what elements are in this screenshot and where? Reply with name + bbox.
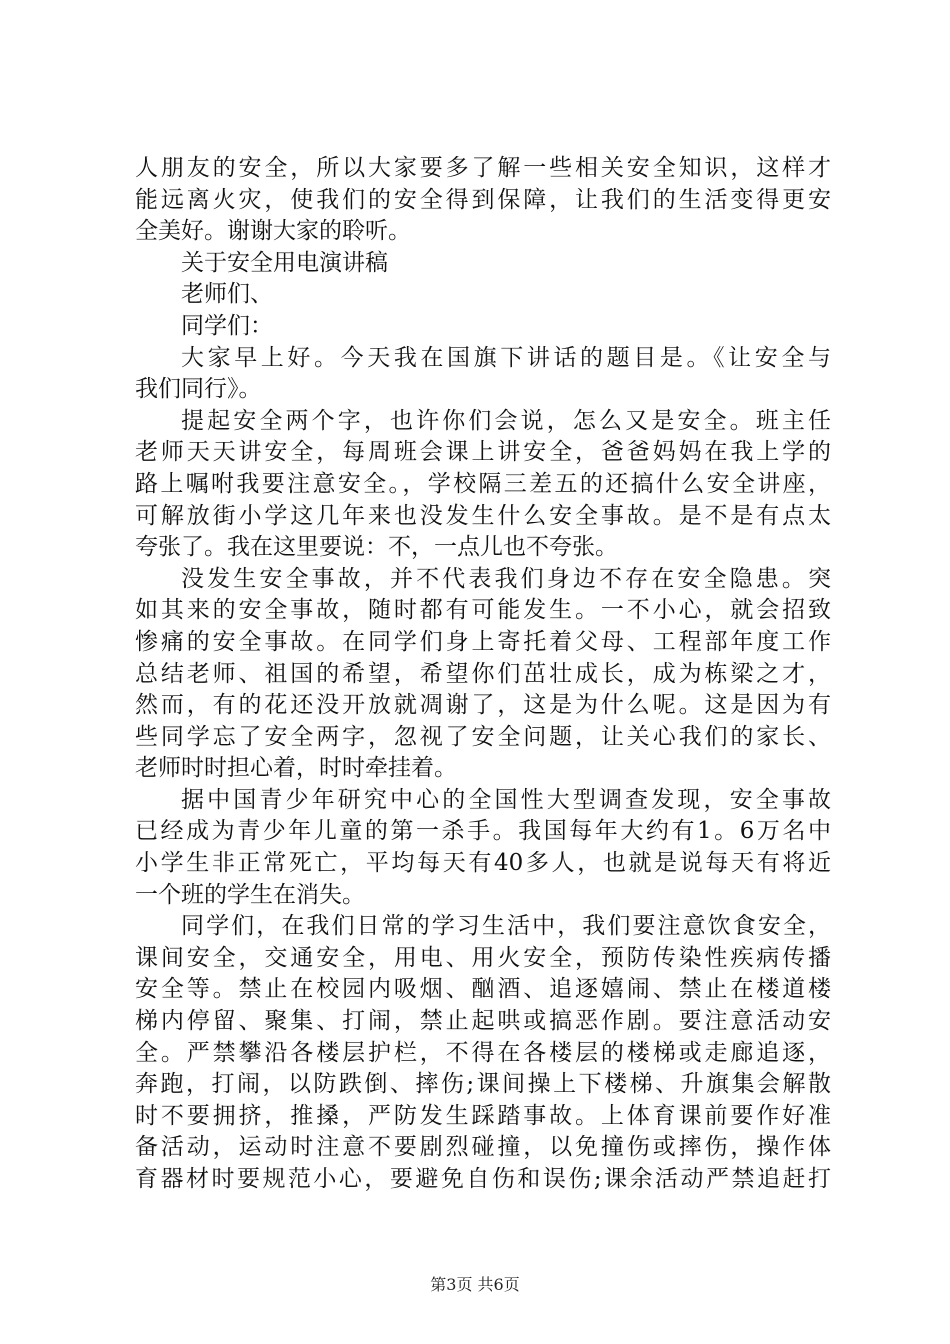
text-line: 可解放街小学这几年来也没发生什么安全事故。是不是有点太 [135, 502, 831, 529]
text-line: 人朋友的安全，所以大家要多了解一些相关安全知识，这样才 [135, 155, 831, 181]
text-line: 育器材时要规范小心，要避免自伤和误伤;课余活动严禁追赶打 [135, 1166, 831, 1192]
text-line: 老师天天讲安全，每周班会课上讲安全，爸爸妈妈在我上学的 [135, 439, 831, 466]
page-footer: 第3页 共6页 [430, 1275, 520, 1294]
text-line: 安全等。禁止在校园内吸烟、酗酒、追逐嬉闹、禁止在楼道楼 [135, 976, 831, 1003]
text-line: 同学们，在我们日常的学习生活中，我们要注意饮食安全， [181, 913, 831, 940]
text-line: 夸张了。我在这里要说：不，一点儿也不夸张。 [135, 534, 618, 561]
text-line: 总结老师、祖国的希望，希望你们茁壮成长，成为栋梁之才， [135, 660, 831, 687]
text-line: 路上嘱咐我要注意安全。，学校隔三差五的还搞什么安全讲座， [135, 470, 831, 497]
text-line: 些同学忘了安全两字，忽视了安全问题，让关心我们的家长、 [135, 723, 831, 750]
text-line: 备活动，运动时注意不要剧烈碰撞，以免撞伤或摔伤，操作体 [135, 1134, 831, 1161]
text-line: 课间安全，交通安全，用电、用火安全，预防传染性疾病传播 [135, 944, 831, 971]
text-line: 时不要拥挤，推搡，严防发生踩踏事故。上体育课前要作好准 [135, 1102, 831, 1129]
text-line: 惨痛的安全事故。在同学们身上寄托着父母、工程部年度工作 [135, 628, 831, 655]
text-line: 全。严禁攀沿各楼层护栏，不得在各楼层的楼梯或走廊追逐， [135, 1039, 831, 1066]
text-line: 老师们、 [181, 281, 273, 308]
text-line: 全美好。谢谢大家的聆听。 [135, 218, 411, 245]
text-line: 然而，有的花还没开放就凋谢了，这是为什么呢。这是因为有 [135, 692, 831, 719]
text-line: 小学生非正常死亡，平均每天有40多人，也就是说每天有将近 [135, 850, 831, 877]
text-line: 奔跑，打闹，以防跌倒、摔伤;课间操上下楼梯、升旗集会解散 [135, 1071, 831, 1098]
text-line: 大家早上好。今天我在国旗下讲话的题目是。《让安全与 [181, 344, 831, 371]
text-line: 老师时时担心着，时时牵挂着。 [135, 755, 457, 782]
text-line: 一个班的学生在消失。 [135, 881, 365, 908]
text-line: 没发生安全事故，并不代表我们身边不存在安全隐患。突 [181, 565, 831, 592]
text-line: 据中国青少年研究中心的全国性大型调查发现，安全事故 [181, 786, 831, 813]
text-line: 如其来的安全事故，随时都有可能发生。一不小心，就会招致 [135, 597, 831, 624]
text-line: 关于安全用电演讲稿 [181, 249, 388, 276]
text-line: 梯内停留、聚集、打闹，禁止起哄或搞恶作剧。要注意活动安 [135, 1008, 831, 1035]
text-line: 提起安全两个字，也许你们会说，怎么又是安全。班主任 [181, 407, 831, 434]
text-line: 已经成为青少年儿童的第一杀手。我国每年大约有1。6万名中 [135, 818, 831, 845]
text-line: 能远离火灾，使我们的安全得到保障，让我们的生活变得更安 [135, 186, 831, 213]
document-body [135, 153, 831, 1196]
text-line: 同学们： [181, 312, 273, 339]
text-line: 我们同行》。 [135, 376, 262, 403]
